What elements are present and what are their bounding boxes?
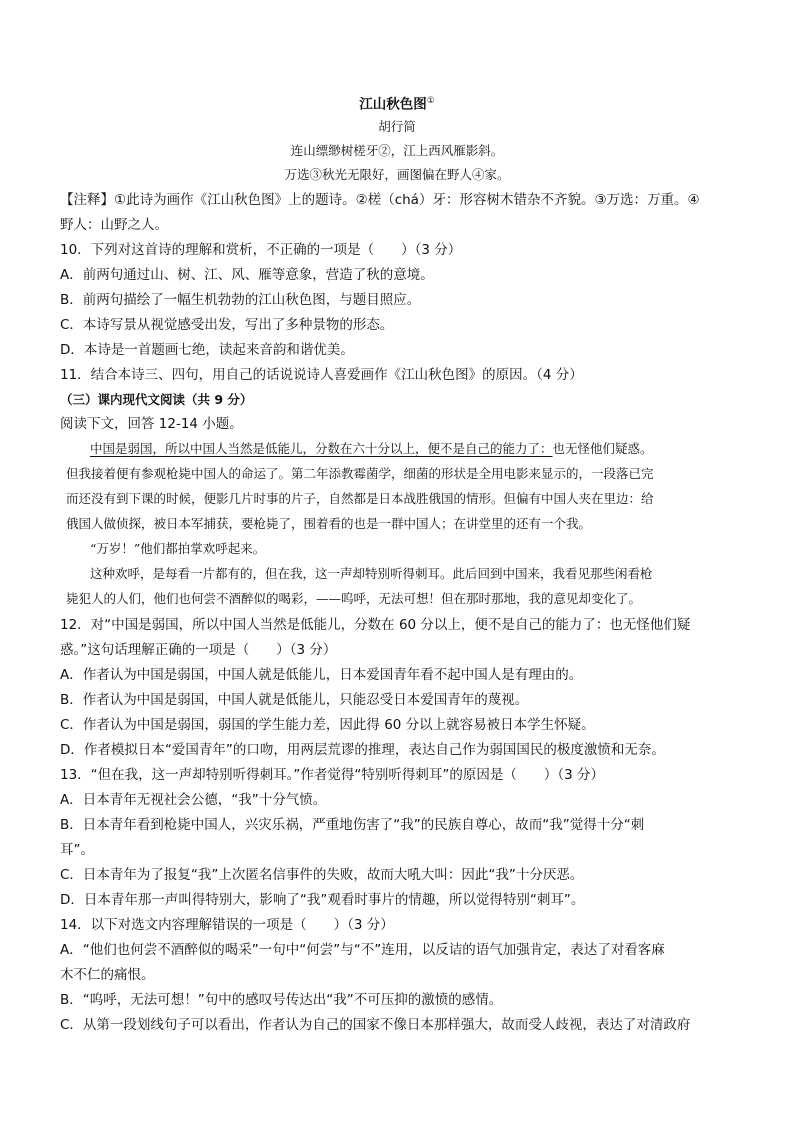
q10-option-c: C．本诗写景从视觉感受出发，写出了多种景物的形态。	[60, 317, 394, 333]
poem-title-footnote-mark: ①	[426, 96, 435, 106]
q11-stem: 11．结合本诗三、四句，用自己的话说说诗人喜爱画作《江山秋色图》的原因。（4 分）	[60, 367, 583, 383]
q14-option-a-line-2: 木不仁的痛恨。	[60, 967, 155, 983]
passage-p3-line-1: 这种欢呼，是每看一片都有的，但在我，这一声却特别听得刺耳。此后回到中国来，我看见那些闲看枪	[90, 566, 653, 581]
poem-line-1: 连山缥缈树槎牙②，江上西风雁影斜。	[290, 143, 504, 158]
q10-option-a: A．前两句通过山、树、江、风、雁等意象，营造了秋的意境。	[60, 267, 434, 283]
q12-option-c: C．作者认为中国是弱国，弱国的学生能力差，因此得 60 分以上就容易被日本学生怀疑。	[60, 717, 595, 733]
passage-p2: “万岁！”他们都拍掌欢呼起来。	[90, 541, 266, 556]
q13-stem: 13．“但在我，这一声却特别听得刺耳。”作者觉得“特别听得刺耳”的原因是（ ）（3 分）	[60, 767, 605, 783]
q13-option-b-line-1: B．日本青年看到枪毙中国人，兴灾乐祸，严重地伤害了“我”的民族自尊心，故而“我”觉得十分“刺	[60, 817, 645, 833]
q10-stem: 10．下列对这首诗的理解和赏析，不正确的一项是（ ）（3 分）	[60, 242, 462, 258]
q13-option-a: A．日本青年无视社会公德，“我”十分气愤。	[60, 792, 327, 808]
q14-option-b: B．“呜呼，无法可想！”句中的感叹号传达出“我”不可压抑的激愤的感情。	[60, 992, 503, 1008]
q13-option-c: C．日本青年为了报复“我”上次匿名信事件的失败，故而大吼大叫：因此“我”十分厌恶。	[60, 867, 584, 883]
q10-option-d: D．本诗是一首题画七绝，读起来音韵和谐优美。	[60, 342, 354, 358]
q14-stem: 14．以下对选文内容理解错误的一项是（ ）（3 分）	[60, 917, 394, 933]
notes-line-1: 【注释】①此诗为画作《江山秋色图》上的题诗。②槎（chá）牙：形容树木错杂不齐貌。③万选：万重。④	[60, 192, 700, 208]
poem-author: 胡行简	[378, 119, 416, 134]
passage-p1-line-4: 俄国人做侦探，被日本军捕获，要枪毙了，围着看的也是一群中国人；在讲堂里的还有一个我。	[66, 516, 592, 531]
q12-option-b: B．作者认为中国是弱国，中国人就是低能儿，只能忍受日本爱国青年的蔑视。	[60, 692, 529, 708]
q14-option-c: C．从第一段划线句子可以看出，作者认为自己的国家不像日本那样强大，故而受人歧视，表达了对清政府	[60, 1017, 691, 1033]
q14-option-a-line-1: A．“他们也何尝不酒醉似的喝采”一句中“何尝”与“不”连用，以反诘的语气加强肯定，表达了对看客麻	[60, 942, 665, 958]
passage-p1-line-1	[66, 440, 730, 458]
passage-p1-line-1-rest: 也无怪他们疑惑。	[552, 441, 653, 456]
poem-line-2: 万选③秋光无限好，画图偏在野人④家。	[284, 167, 510, 182]
passage-p3-line-2: 毙犯人的人们，他们也何尝不酒醉似的喝彩，——呜呼，无法可想！但在那时那地，我的意见却变化了。	[66, 591, 642, 606]
q12-option-d: D．作者模拟日本“爱国青年”的口吻，用两层荒谬的推理，表达自己作为弱国国民的极度激愤和无奈。	[60, 742, 665, 758]
q12-stem-line-1: 12．对“中国是弱国，所以中国人当然是低能儿，分数在 60 分以上，便不是自己的能力了：也无怪他们疑	[60, 617, 691, 633]
section-3-heading: （三）课内现代文阅读（共 9 分）	[60, 392, 253, 407]
q13-option-d: D．日本青年那一声叫得特别大，影响了“我”观看时事片的情趣，所以觉得特别“刺耳”。	[60, 892, 585, 908]
poem-title	[0, 92, 794, 114]
passage-underlined-sentence: 中国是弱国，所以中国人当然是低能儿，分数在六十分以上，便不是自己的能力了：	[90, 441, 553, 456]
section-3-instruction: 阅读下文，回答 12-14 小题。	[60, 416, 243, 432]
q10-option-b: B．前两句描绘了一幅生机勃勃的江山秋色图，与题目照应。	[60, 292, 421, 308]
q13-option-b-line-2: 耳”。	[60, 842, 94, 858]
passage-p1-line-3: 而还没有到下课的时候，便影几片时事的片子，自然都是日本战胜俄国的情形。但偏有中国人夹在里边：给	[66, 491, 654, 506]
q12-stem-line-2: 惑。”这句话理解正确的一项是（ ）（3 分）	[60, 642, 337, 658]
notes-line-2: 野人：山野之人。	[60, 217, 168, 233]
q12-option-a: A．作者认为中国是弱国，中国人就是低能儿，日本爱国青年看不起中国人是有理由的。	[60, 667, 583, 683]
passage-p1-line-2: 但我接着便有参观枪毙中国人的命运了。第二年添教霉菌学，细菌的形状是全用电影来显示的，一段落已完	[66, 466, 654, 481]
poem-title-text: 江山秋色图	[359, 96, 427, 113]
